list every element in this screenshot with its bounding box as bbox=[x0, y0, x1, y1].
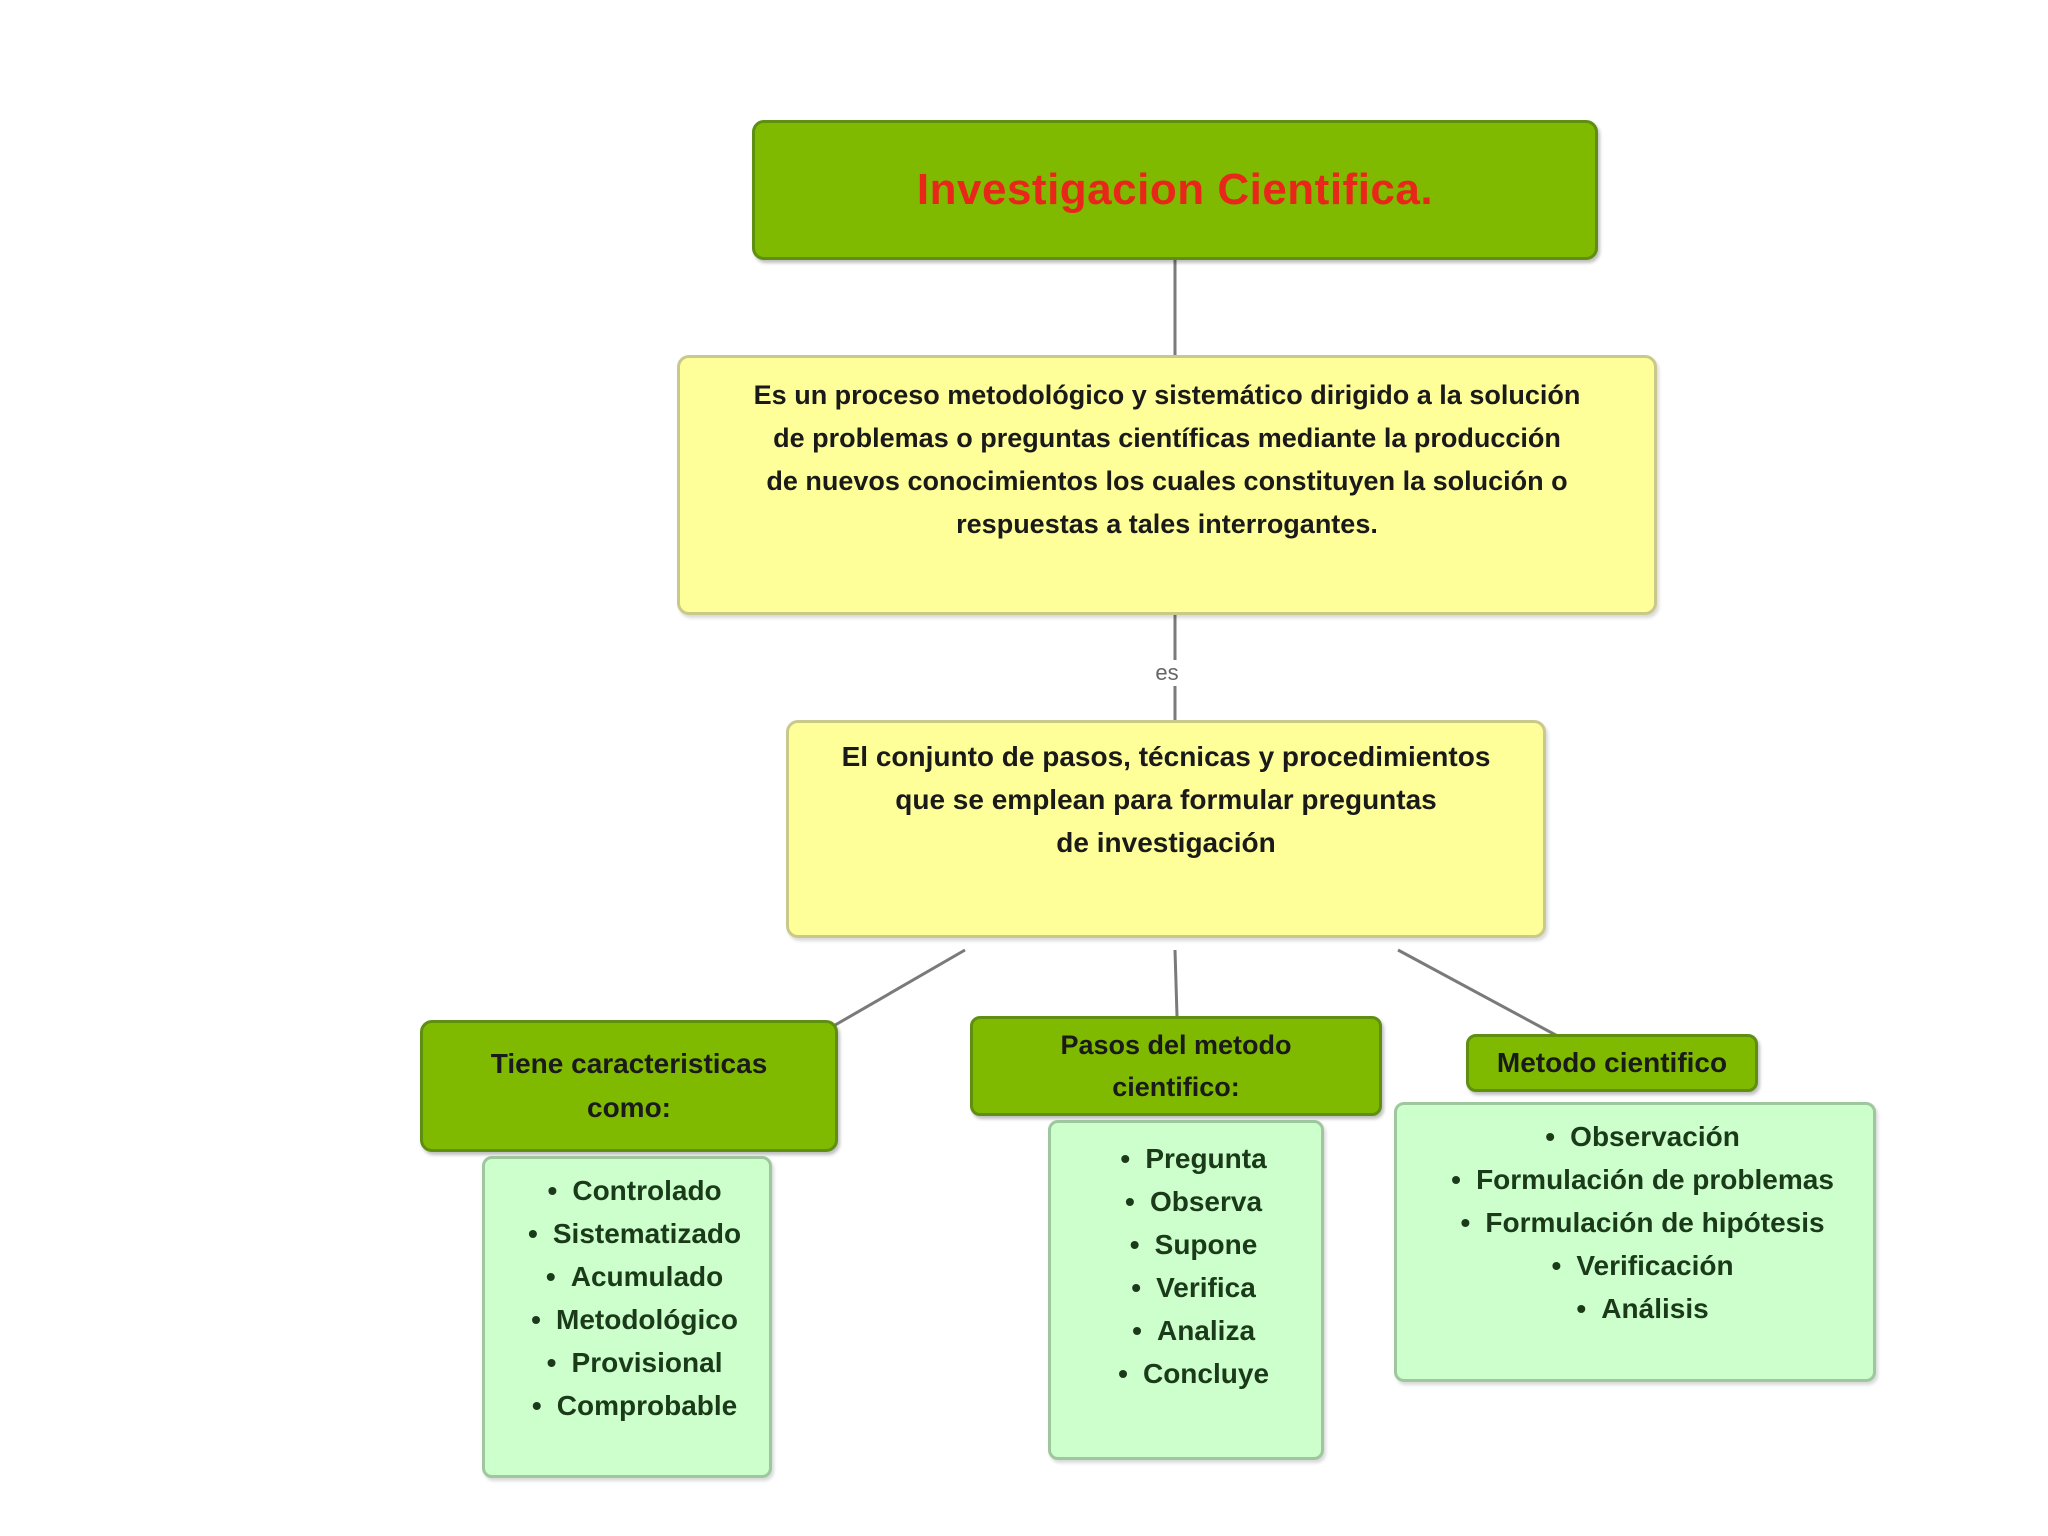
bullet: • bbox=[1551, 1250, 1562, 1281]
bullet: • bbox=[545, 1261, 556, 1292]
list-item-text: Pregunta bbox=[1145, 1143, 1267, 1174]
connector-method-pasos bbox=[1175, 950, 1177, 1016]
list-item-text: Observa bbox=[1149, 1186, 1263, 1217]
list-item bbox=[485, 1341, 769, 1384]
list-item bbox=[485, 1384, 769, 1427]
bullet: • bbox=[547, 1175, 558, 1206]
bullet: • bbox=[531, 1390, 542, 1421]
list-item-text: Provisional bbox=[571, 1347, 723, 1378]
steps-label: cientifico: bbox=[1112, 1072, 1240, 1102]
link-label: es bbox=[1152, 660, 1182, 686]
steps-label: Pasos del metodo bbox=[1060, 1030, 1292, 1060]
list-item bbox=[1397, 1287, 1873, 1330]
list-item bbox=[1397, 1158, 1873, 1201]
list-item bbox=[485, 1298, 769, 1341]
list-item bbox=[1397, 1115, 1873, 1158]
list-item-text: Supone bbox=[1154, 1229, 1258, 1260]
scientific-method-list bbox=[1394, 1102, 1876, 1382]
bullet: • bbox=[1118, 1358, 1128, 1389]
definition-line: Es un proceso metodológico y sistemático dirigido a la solución bbox=[753, 380, 1581, 410]
method-line: El conjunto de pasos, técnicas y procedimientos bbox=[841, 741, 1491, 772]
bullet: • bbox=[527, 1218, 538, 1249]
scientific-method-node bbox=[1466, 1034, 1758, 1092]
list-item-text: Analiza bbox=[1156, 1315, 1256, 1346]
definition-line: de nuevos conocimientos los cuales constituyen la solución o bbox=[766, 466, 1568, 496]
connector-method-metodo bbox=[1398, 950, 1565, 1040]
connector-method-caracteristicas bbox=[830, 950, 965, 1028]
list-item-text: Verifica bbox=[1156, 1272, 1256, 1303]
list-item-text: Comprobable bbox=[556, 1390, 738, 1421]
list-item bbox=[1051, 1352, 1321, 1395]
list-item-text: Verificación bbox=[1576, 1250, 1734, 1281]
bullet: • bbox=[531, 1304, 541, 1335]
list-item-text: Sistematizado bbox=[552, 1218, 742, 1249]
bullet: • bbox=[1132, 1315, 1142, 1346]
characteristics-label: como: bbox=[587, 1092, 671, 1123]
method-line: que se emplean para formular preguntas bbox=[895, 784, 1437, 815]
list-item bbox=[1051, 1223, 1321, 1266]
list-item-text: Formulación de hipótesis bbox=[1485, 1207, 1825, 1238]
list-item-text: Formulación de problemas bbox=[1476, 1164, 1834, 1195]
bullet: • bbox=[1131, 1272, 1142, 1303]
list-item bbox=[1051, 1180, 1321, 1223]
definition-line: respuestas a tales interrogantes. bbox=[956, 509, 1378, 539]
characteristics-node bbox=[420, 1020, 838, 1152]
scientific-method-label: Metodo cientifico bbox=[1496, 1047, 1728, 1078]
list-item bbox=[1051, 1137, 1321, 1180]
bullet: • bbox=[1451, 1164, 1461, 1195]
steps-node bbox=[970, 1016, 1382, 1116]
characteristics-list bbox=[482, 1156, 772, 1478]
list-item bbox=[1051, 1266, 1321, 1309]
list-item-text: Concluye bbox=[1142, 1358, 1270, 1389]
bullet: • bbox=[546, 1347, 557, 1378]
title-node bbox=[752, 120, 1598, 260]
list-item bbox=[485, 1212, 769, 1255]
method-node bbox=[786, 720, 1546, 938]
title-text: Investigacion Cientifica. bbox=[916, 165, 1434, 214]
method-line: de investigación bbox=[1056, 827, 1276, 858]
list-item-text: Observación bbox=[1570, 1121, 1740, 1152]
list-item-text: Acumulado bbox=[570, 1261, 724, 1292]
bullet: • bbox=[1545, 1121, 1556, 1152]
list-item bbox=[1397, 1244, 1873, 1287]
steps-list bbox=[1048, 1120, 1324, 1460]
list-item bbox=[1051, 1309, 1321, 1352]
characteristics-label: Tiene caracteristicas bbox=[490, 1048, 768, 1079]
bullet: • bbox=[1576, 1293, 1587, 1324]
bullet: • bbox=[1460, 1207, 1471, 1238]
bullet: • bbox=[1120, 1143, 1131, 1174]
list-item-text: Análisis bbox=[1601, 1293, 1709, 1324]
list-item-text: Controlado bbox=[572, 1175, 722, 1206]
list-item bbox=[485, 1255, 769, 1298]
definition-node bbox=[677, 355, 1657, 615]
bullet: • bbox=[1129, 1229, 1140, 1260]
bullet: • bbox=[1125, 1186, 1135, 1217]
list-item-text: Metodológico bbox=[556, 1304, 738, 1335]
list-item bbox=[1397, 1201, 1873, 1244]
list-item bbox=[485, 1169, 769, 1212]
definition-line: de problemas o preguntas científicas mediante la producción bbox=[773, 423, 1561, 453]
